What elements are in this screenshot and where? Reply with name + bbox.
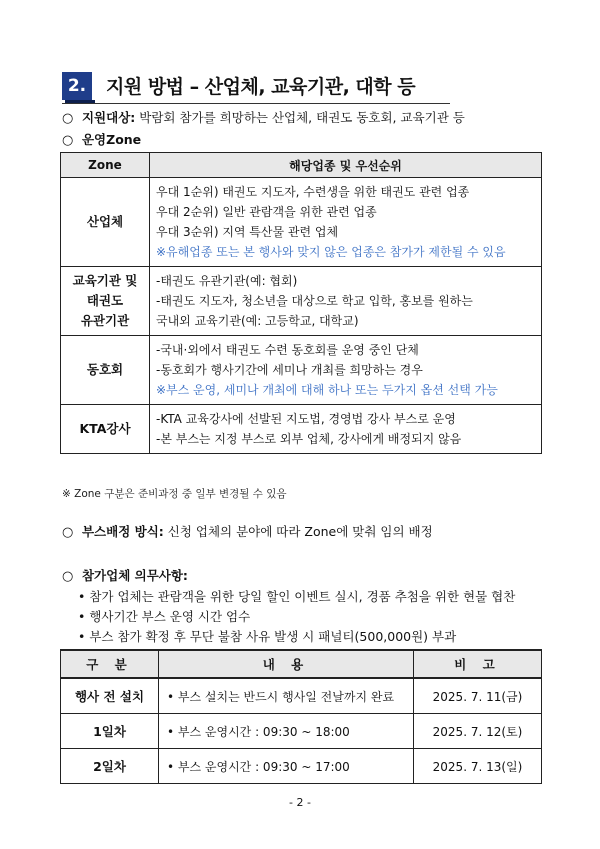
schedule-category: 1일차 <box>61 714 159 749</box>
table-row <box>61 678 542 714</box>
zone-line: -동호회가 행사기간에 세미나 개최를 희망하는 경우 <box>156 363 423 377</box>
circle-bullet-icon: ○ <box>62 133 74 148</box>
schedule-header-category: 구 분 <box>61 650 159 678</box>
obligation-item: • 행사기간 부스 운영 시간 엄수 <box>78 609 251 624</box>
schedule-header-content: 내 용 <box>159 650 414 678</box>
table-row <box>61 714 542 749</box>
zone-label <box>61 267 150 336</box>
zone-description <box>150 336 542 405</box>
target-text: 박람회 참가를 희망하는 산업체, 태권도 동호회, 교육기관 등 <box>139 110 465 125</box>
circle-bullet-icon: ○ <box>62 525 74 540</box>
zone-label-line: 교육기관 및 <box>72 273 138 288</box>
zone-line: 우대 3순위) 지역 특산물 관련 업체 <box>156 225 339 239</box>
obligations-heading <box>62 566 188 584</box>
schedule-content: • 부스 운영시간 : 09:30 ~ 17:00 <box>159 749 414 784</box>
table-row <box>61 336 542 405</box>
zone-line: 국내외 교육기관(예: 고등학교, 대학교) <box>156 314 359 328</box>
table-row <box>61 749 542 784</box>
heading-underline <box>62 103 450 104</box>
zone-label: 산업체 <box>61 178 150 267</box>
obligation-item: • 부스 참가 확정 후 무단 불참 사유 발생 시 패널티(500,000원) 부과 <box>78 629 457 644</box>
target-label: 지원대상: <box>81 110 136 125</box>
section-title: 지원 방법 – 산업체, 교육기관, 대학 등 <box>106 76 416 98</box>
zone-header-zone: Zone <box>61 153 150 178</box>
table-row <box>61 405 542 454</box>
zone-heading-label: 운영Zone <box>81 132 142 147</box>
zone-line: 우대 2순위) 일반 관람객을 위한 관련 업종 <box>156 205 377 219</box>
booth-method-label: 부스배정 방식: <box>81 524 164 539</box>
zone-label: KTA강사 <box>61 405 150 454</box>
schedule-header-row <box>61 650 542 678</box>
zone-label-line: 유관기관 <box>80 313 130 328</box>
zone-description <box>150 405 542 454</box>
schedule-content: • 부스 운영시간 : 09:30 ~ 18:00 <box>159 714 414 749</box>
zone-description <box>150 267 542 336</box>
schedule-date: 2025. 7. 11(금) <box>414 678 542 714</box>
zone-note: ※부스 운영, 세미나 개최에 대해 하나 또는 두가지 옵션 선택 가능 <box>156 383 498 397</box>
schedule-date: 2025. 7. 12(토) <box>414 714 542 749</box>
table-row <box>61 267 542 336</box>
zone-line: -KTA 교육강사에 선발된 지도법, 경영법 강사 부스로 운영 <box>156 412 456 426</box>
section-heading <box>62 68 442 102</box>
zone-label: 동호회 <box>61 336 150 405</box>
schedule-category: 2일차 <box>61 749 159 784</box>
obligation-item: • 참가 업체는 관람객을 위한 당일 할인 이벤트 실시, 경품 추첨을 위한 현물 협찬 <box>78 589 516 604</box>
zone-line: -본 부스는 지정 부스로 외부 업체, 강사에게 배정되지 않음 <box>156 432 462 446</box>
zone-label-line: 태권도 <box>86 293 124 308</box>
target-line <box>62 108 465 126</box>
section-number: 2. <box>62 72 92 100</box>
zone-footnote: ※ Zone 구분은 준비과정 중 일부 변경될 수 있음 <box>62 488 287 500</box>
zone-line: 우대 1순위) 태권도 지도자, 수련생을 위한 태권도 관련 업종 <box>156 185 470 199</box>
booth-method-line <box>62 522 433 540</box>
schedule-table <box>60 649 542 784</box>
booth-method-text: 신청 업체의 분야에 따라 Zone에 맞춰 임의 배정 <box>167 524 433 539</box>
zone-line: -태권도 지도자, 청소년을 대상으로 학교 입학, 홍보를 원하는 <box>156 294 473 308</box>
schedule-content: • 부스 설치는 반드시 행사일 전날까지 완료 <box>159 678 414 714</box>
table-row <box>61 178 542 267</box>
zone-table-header-row <box>61 153 542 178</box>
zone-line: -태권도 유관기관(예: 협회) <box>156 274 298 288</box>
schedule-category: 행사 전 설치 <box>61 678 159 714</box>
schedule-date: 2025. 7. 13(일) <box>414 749 542 784</box>
zone-heading <box>62 130 141 148</box>
schedule-header-remark: 비 고 <box>414 650 542 678</box>
obligations-label: 참가업체 의무사항: <box>81 568 188 583</box>
circle-bullet-icon: ○ <box>62 111 74 126</box>
page-number: - 2 - <box>289 796 311 809</box>
zone-table <box>60 152 542 454</box>
zone-line: -국내·외에서 태권도 수련 동호회를 운영 중인 단체 <box>156 343 419 357</box>
zone-header-category: 해당업종 및 우선순위 <box>150 153 542 178</box>
zone-note: ※유해업종 또는 본 행사와 맞지 않은 업종은 참가가 제한될 수 있음 <box>156 245 506 259</box>
zone-description <box>150 178 542 267</box>
circle-bullet-icon: ○ <box>62 569 74 584</box>
